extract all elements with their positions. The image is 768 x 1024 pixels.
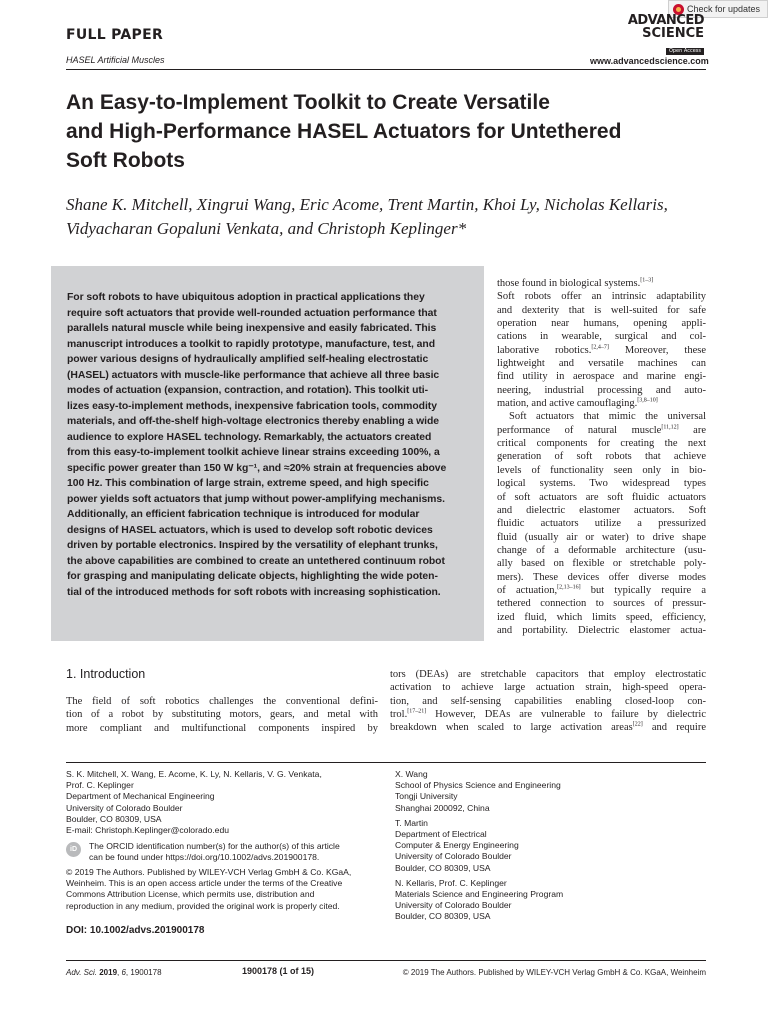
affiliation-line: Department of Electrical [395,829,487,840]
affiliation-line: Materials Science and Engineering Program [395,889,564,900]
citation-reference[interactable]: [11,12] [661,424,679,431]
affiliation-line: X. Wang [395,769,428,779]
affiliation-line: University of Colorado Boulder [395,851,512,862]
text-line [497,584,706,597]
body-text-continuation [390,668,706,735]
introduction-text [66,695,378,735]
text-line [497,477,706,490]
text-line [497,344,706,357]
affiliation-line: Boulder, CO 80309, USA [66,813,162,824]
license-line: reproduction in any medium, provided the original work is properly cited. [66,900,340,911]
logo-line-science: SCIENCE [642,26,704,41]
orcid-line: The ORCID identification number(s) for the author(s) of this article [89,841,340,851]
text-fragment: breakdown when scaled to large activation areas [390,722,633,734]
text-fragment: change of a deformable architecture (usu- [497,544,706,556]
affiliation-line: N. Kellaris, Prof. C. Keplinger [395,877,507,888]
text-line [497,557,706,570]
abstract-line: Additionally, an efficient fabrication technique is introduced for modular [67,509,420,520]
text-line [497,531,706,544]
text-fragment: tion, and self-sensing capabilities enabling closed-loop con- [390,695,706,707]
text-line [497,424,706,437]
introduction-line: The field of soft robotics challenges the conventional defini- [66,696,378,707]
abstract-line: driven by portable electronics. Inspired by the versatility of elephant trunks, [67,540,438,551]
abstract-line: 100 Hz. This combination of large strain, extreme speed, and high specific [67,478,429,489]
logo-line-advanced: ADVANCED [627,13,704,28]
journal-name: Adv. Sci. [66,968,97,977]
citation-reference[interactable]: [2,13–16] [557,584,581,591]
journal-volume: 6 [121,968,126,977]
text-fragment: fluidic actuators utilize a pressurized [497,518,706,530]
doi-link[interactable]: DOI: 10.1002/advs.201900178 [66,925,205,936]
affiliation-line: School of Physics Science and Engineering [395,780,561,791]
text-fragment: ally based on flexible or stretchable poly- [497,558,706,570]
footer-copyright: © 2019 The Authors. Published by WILEY-VCH Verlag GmbH & Co. KGaA, Weinheim [402,968,706,977]
affiliation-line: Department of Mechanical Engineering [66,791,215,802]
text-fragment: Soft robots offer an intrinsic adaptability [497,291,706,303]
text-fragment: are [678,424,706,436]
abstract-line: power yields soft actuators that jump without power-amplifying mechanisms. [67,493,445,505]
text-line [390,708,706,721]
text-line [390,721,706,734]
text-line [497,611,706,624]
abstract-line: materials, and off-the-shelf high-voltage electronics thereby enabling a wide [67,416,440,427]
header-divider [66,69,706,70]
text-fragment: and dielectric elastomer actuators. Soft [497,504,706,516]
text-fragment: performance of natural muscle [497,424,662,436]
abstract-line: lizes easy-to-implement methods, inexpensive fabrication tools, commodity [67,400,437,412]
footnote-divider [66,762,706,763]
author-list [66,193,706,241]
affiliation-line: University of Colorado Boulder [395,900,512,911]
author-line: Vidyacharan Gopaluni Venkata, and Christoph Keplinger* [66,219,467,238]
affiliation-line: S. K. Mitchell, X. Wang, E. Acome, K. Ly, N. Kellaris, V. G. Venkata, [66,769,322,779]
abstract-line: designs of HASEL actuators, which is used to develop soft robotic devices [67,524,433,536]
section-label: HASEL Artificial Muscles [66,55,165,65]
text-line [497,304,706,317]
journal-logo [604,14,704,55]
affiliation-line: Boulder, CO 80309, USA [395,911,491,922]
abstract-line: for grasping and manipulating delicate objects, highlighting the wide poten- [67,571,438,582]
title-line: An Easy-to-Implement Toolkit to Create Versatile [66,91,550,114]
affiliation-line: Prof. C. Keplinger [66,780,134,791]
text-fragment: laborative robotics. [497,344,592,356]
text-line [390,668,706,681]
text-line [497,330,706,343]
body-text-right-column [497,277,706,637]
text-fragment: mation, and active camouflaging. [497,398,638,410]
affiliation-line: Boulder, CO 80309, USA [395,862,491,873]
text-line [497,571,706,584]
text-fragment: and dexterity that is well-suited for safe [497,304,706,316]
text-fragment: fluid (usually air or water) to drive shape [497,531,706,543]
text-fragment: logical systems. Two widespread types [497,478,706,490]
orcid-note [89,841,340,863]
text-fragment: activation to achieve large actuation strain, high-speed opera- [390,682,706,694]
abstract-line: For soft robots to have ubiquitous adoption in practical applications they [67,292,425,303]
text-line [497,464,706,477]
text-fragment: mers). These devices offer diverse modes [497,571,706,583]
text-fragment: generation of soft robots that achieve [497,451,706,463]
abstract-box [51,266,484,641]
text-fragment: ized fluid, which limits speed, efficiency, [497,611,706,623]
text-line [497,397,706,410]
text-line [497,544,706,557]
text-line [497,450,706,463]
abstract-line: power various designs of hydraulically amplified self-healing electrostatic [67,354,429,365]
author-affiliations-right [395,769,705,923]
license-line: Weinheim. This is an open access article under the terms of the Creative [66,878,343,889]
citation-reference[interactable]: [2,4–7] [591,344,609,351]
text-line [497,317,706,330]
text-fragment: levels of functionality seen only in bio- [497,464,706,476]
article-number: 1900178 [130,968,162,977]
text-fragment: Soft actuators that mimic the universal [509,411,706,423]
text-fragment: trol. [390,709,408,721]
text-line [497,290,706,303]
citation-reference[interactable]: [22] [632,721,643,728]
introduction-line: tion of a robot by substituting motors, gears, and metal with [66,709,378,721]
text-fragment: of soft actuators are soft fluidic actuators [497,491,706,503]
orcid-line: can be found under https://doi.org/10.1002/advs.201900178. [89,852,320,863]
text-line [497,624,706,637]
license-note [66,867,351,912]
affiliation-line: Computer & Energy Engineering [395,840,519,851]
author-line: Shane K. Mitchell, Xingrui Wang, Eric Acome, Trent Martin, Khoi Ly, Nicholas Kellaris, [66,195,668,214]
abstract-line: the above capabilities are combined to create an untethered continuum robot [67,555,445,567]
abstract-line: parallels natural muscle while being inexpensive and easily fabricated. This [67,323,437,334]
text-line [497,357,706,370]
text-fragment: critical components for creating the next [497,438,706,450]
affiliation-line: T. Martin [395,817,428,828]
text-line [497,384,706,397]
abstract-line: audience to explore HASEL technology. Remarkably, the actuators created [67,431,432,443]
citation-reference[interactable]: [17–21] [407,708,427,715]
license-line: Commons Attribution License, which permits use, distribution and [66,889,315,900]
journal-website-link[interactable]: www.advancedscience.com [590,56,709,66]
page-number: 1900178 (1 of 15) [242,966,315,976]
affiliation-line: E-mail: Christoph.Keplinger@colorado.edu [66,825,230,836]
text-line [497,504,706,517]
introduction-line: more compliant and multifunctional components inspired by [66,722,378,734]
text-fragment: tors (DEAs) are stretchable capacitors that employ electrostatic [390,669,706,680]
title-line: and High-Performance HASEL Actuators for Untethered [66,120,622,143]
text-fragment: cations in wearable, surgical and col- [497,331,706,343]
text-line [497,517,706,530]
text-line [497,410,706,423]
abstract-line: (HASEL) actuators with muscle-like performance that achieve all three basic [67,369,440,381]
text-fragment: lightweight and versatile machines can [497,358,706,370]
author-affiliations-left [66,769,378,836]
abstract-line: modes of actuation (expansion, contraction, and rotation). This toolkit uti- [67,385,429,396]
citation-reference[interactable]: [3,8–10] [637,397,658,404]
license-line: © 2019 The Authors. Published by WILEY-VCH Verlag GmbH & Co. KGaA, [66,867,352,877]
affiliation-line: Shanghai 200092, China [395,802,490,813]
title-line: Soft Robots [66,149,185,172]
text-line [497,277,706,290]
orcid-icon[interactable]: iD [66,842,81,857]
text-fragment: tethered connection to sources of pressur- [497,598,706,610]
text-fragment: Moreover, these [608,344,706,356]
journal-year: 2019 [99,968,118,977]
abstract-line: require soft actuators that provide well-rounded actuation performance that [67,307,437,319]
text-fragment: and portability. Dielectric elastomer actua- [497,624,706,636]
citation-reference[interactable]: [1–3] [640,277,654,284]
logo-open-access: Open Access [666,48,704,55]
text-line [497,370,706,383]
text-line [497,437,706,450]
affiliation-line: University of Colorado Boulder [66,802,183,813]
text-fragment: neering, industrial processing and auto- [497,384,706,396]
article-title [66,88,706,175]
abstract-line: manuscript introduces a toolkit to rapidly prototype, manufacture, test, and [67,338,436,350]
text-line [390,681,706,694]
footer-divider [66,960,706,961]
text-line [497,491,706,504]
text-fragment: those found in biological systems. [497,278,641,289]
text-fragment: but typically require a [580,584,706,596]
affiliation-line: Tongji University [395,791,458,802]
text-line [390,695,706,708]
text-fragment: operation near humans, opening appli- [497,318,706,330]
abstract-line: from this easy-to-implement toolkit achieve linear strains exceeding 100%, a [67,447,440,458]
abstract-line: tial of the introduced methods for soft robots with increasing sophistication. [67,586,441,598]
journal-reference: Adv. Sci. 2019, 6, 1900178 [66,968,162,977]
text-fragment: However, DEAs are vulnerable to failure by dielectric [426,709,706,721]
text-fragment: find utility in aerospace and marine engi- [497,371,706,383]
check-for-updates-label: Check for updates [687,4,761,14]
article-type-label: FULL PAPER [66,27,164,43]
text-fragment: and require [642,722,706,734]
text-line [497,597,706,610]
introduction-heading: 1. Introduction [66,667,146,681]
text-fragment: of actuation, [497,584,558,596]
abstract-line: specific power greater than 150 W kg⁻¹, and ≈20% strain at frequencies above [67,462,447,474]
